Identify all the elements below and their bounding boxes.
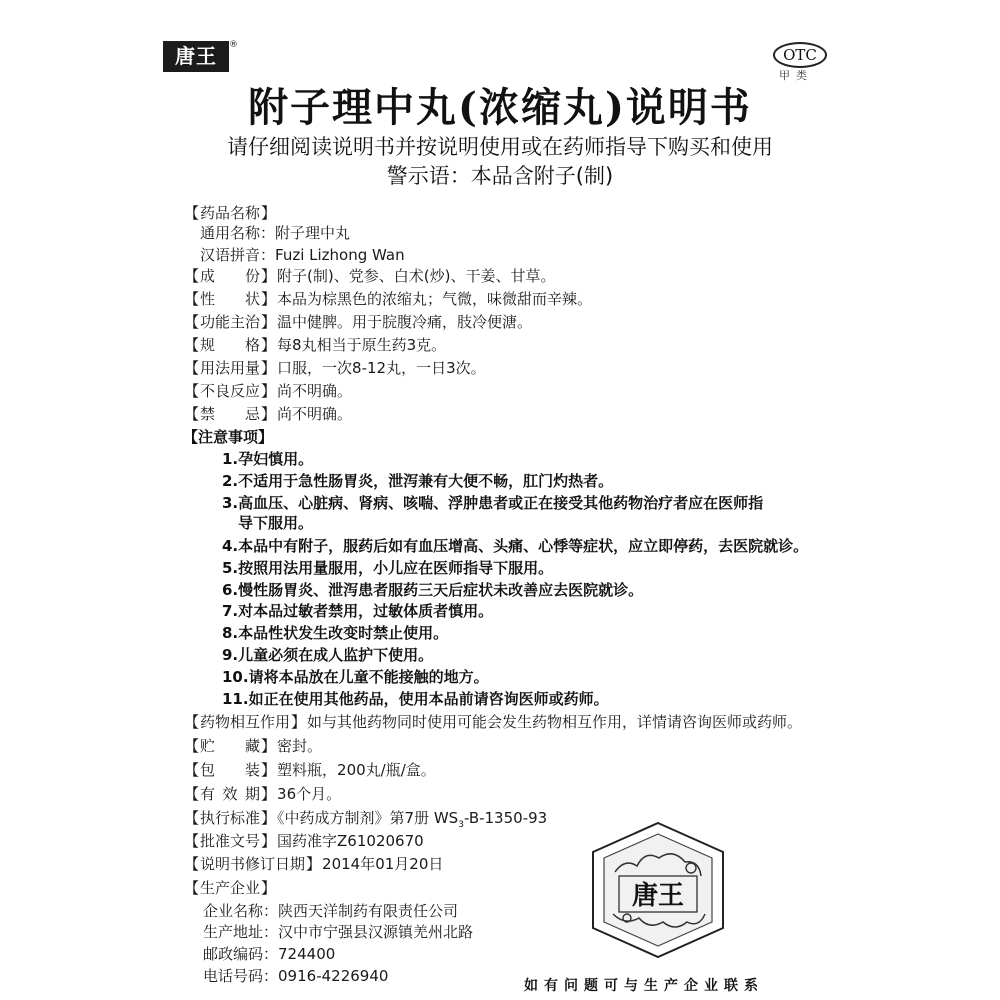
precaution-item: 9.儿童必须在成人监护下使用。 — [222, 646, 434, 664]
section-value: 密封。 — [277, 737, 323, 755]
section-spec: 【规格】每8丸相当于原生药3克。 — [184, 336, 447, 354]
otc-badge: OTC — [773, 42, 827, 68]
section-label: 药品名称 — [200, 204, 261, 222]
section-value: 国药准字Z61020670 — [277, 832, 424, 850]
field-label: 通用名称： — [200, 224, 276, 242]
field-value: 0916-4226940 — [278, 967, 389, 985]
section-label: 成份 — [200, 267, 261, 285]
precaution-item: 10.请将本品放在儿童不能接触的地方。 — [222, 668, 489, 686]
precaution-item: 5.按照用法用量服用，小儿应在医师指导下服用。 — [222, 559, 554, 577]
company-row — [203, 901, 458, 921]
section-standard: 【执行标准】《中药成方制剂》第7册 $WS_3-B-1350-93$ — [184, 809, 548, 830]
section-value: 如与其他药物同时使用可能会发生药物相互作用，详情请咨询医师或药师。 — [307, 713, 803, 731]
warning-text: 警示语：本品含附子(制) — [386, 164, 614, 188]
section-value: 尚不明确。 — [277, 405, 353, 423]
section-label: 药物相互作用 — [200, 713, 291, 731]
section-label: 不良反应 — [200, 382, 261, 400]
precaution-item-cont: 导下服用。 — [238, 514, 314, 532]
precaution-item: 1.孕妇慎用。 — [222, 450, 314, 468]
section-package: 【包装】塑料瓶，200丸/瓶/盒。 — [184, 761, 436, 779]
usage-notice: 请仔细阅读说明书并按说明使用或在药师指导下购买和使用 — [227, 135, 773, 159]
section-drug-name: 【药品名称】 — [184, 204, 277, 222]
section-character: 【性状】本品为棕黑色的浓缩丸；气微，味微甜而辛辣。 — [184, 290, 593, 308]
section-label: 规格 — [200, 336, 261, 354]
section-label: 包装 — [200, 761, 261, 779]
section-indication: 【功能主治】温中健脾。用于脘腹冷痛，肢冷便溏。 — [184, 313, 533, 331]
brand-logo: 唐王 — [163, 41, 229, 72]
brand-seal — [583, 820, 733, 960]
section-manufacturer: 【生产企业】 — [184, 879, 277, 897]
section-dosage: 【用法用量】口服，一次8-12丸，一日3次。 — [184, 359, 486, 377]
section-value: 口服，一次8-12丸，一日3次。 — [277, 359, 486, 377]
section-value: 2014年01月20日 — [322, 855, 444, 873]
section-revision: 【说明书修订日期】2014年01月20日 — [184, 855, 444, 873]
section-label: 注意事项 — [198, 428, 259, 446]
field-label: 汉语拼音： — [200, 246, 276, 264]
field-label: 生产地址： — [203, 923, 279, 941]
field-value: 汉中市宁强县汉源镇羌州北路 — [278, 923, 474, 941]
section-value: 36个月。 — [277, 785, 342, 803]
section-label: 贮藏 — [200, 737, 261, 755]
phone-row — [203, 966, 388, 986]
seal-text: 唐王 — [631, 881, 685, 911]
section-value: 《中药成方制剂》第7册 WS — [277, 809, 459, 827]
precaution-item: 8.本品性状发生改变时禁止使用。 — [222, 624, 449, 642]
generic-name-row — [200, 223, 350, 243]
precaution-item: 7.对本品过敏者禁用，过敏体质者慎用。 — [222, 602, 494, 620]
field-label: 电话号码： — [203, 967, 279, 985]
section-contraindication: 【禁忌】尚不明确。 — [184, 405, 353, 423]
section-adverse: 【不良反应】尚不明确。 — [184, 382, 353, 400]
section-value: 本品为棕黑色的浓缩丸；气微，味微甜而辛辣。 — [277, 290, 593, 308]
precaution-item: 11.如正在使用其他药品，使用本品前请咨询医师或药师。 — [222, 690, 609, 708]
pinyin-row — [200, 245, 405, 265]
section-precautions: 【注意事项】 — [183, 428, 274, 446]
section-interaction: 【药物相互作用】如与其他药物同时使用可能会发生药物相互作用，详情请咨询医师或药师。 — [184, 713, 803, 731]
field-label: 邮政编码： — [203, 945, 279, 963]
section-approval: 【批准文号】国药准字Z61020670 — [184, 832, 424, 850]
section-storage: 【贮藏】密封。 — [184, 737, 323, 755]
field-value: 附子理中丸 — [275, 224, 351, 242]
postcode-row — [203, 944, 335, 964]
precaution-item: 3.高血压、心脏病、肾病、咳喘、浮肿患者或正在接受其他药物治疗者应在医师指 — [222, 494, 764, 512]
section-label: 有效期 — [200, 785, 261, 803]
document-title: 附子理中丸(浓缩丸)说明书 — [248, 84, 752, 131]
registered-mark: ® — [229, 40, 238, 50]
field-value: 陕西天洋制药有限责任公司 — [278, 902, 459, 920]
precaution-item: 6.慢性肠胃炎、泄泻患者服药三天后症状未改善应去医院就诊。 — [222, 581, 644, 599]
field-value: 724400 — [278, 945, 336, 963]
footer-contact: 如有问题可与生产企业联系 — [524, 978, 764, 994]
precaution-item: 2.不适用于急性肠胃炎，泄泻兼有大便不畅，肛门灼热者。 — [222, 472, 614, 490]
standard-subscript: 3 — [458, 820, 464, 830]
section-value: 附子(制)、党参、白术(炒)、干姜、甘草。 — [277, 267, 556, 285]
field-value: Fuzi Lizhong Wan — [275, 246, 405, 264]
section-label: 禁忌 — [200, 405, 261, 423]
section-value: 塑料瓶，200丸/瓶/盒。 — [277, 761, 436, 779]
precaution-item: 4.本品中有附子，服药后如有血压增高、头痛、心悸等症状，应立即停药，去医院就诊。 — [222, 537, 809, 555]
otc-class: 甲类 — [779, 69, 813, 82]
section-value: 每8丸相当于原生药3克。 — [277, 336, 447, 354]
section-label: 生产企业 — [200, 879, 261, 897]
section-label: 性状 — [200, 290, 261, 308]
section-label: 执行标准 — [200, 809, 261, 827]
section-label: 批准文号 — [200, 832, 261, 850]
section-value: 温中健脾。用于脘腹冷痛，肢冷便溏。 — [277, 313, 533, 331]
section-label: 用法用量 — [200, 359, 261, 377]
section-label: 说明书修订日期 — [200, 855, 306, 873]
section-ingredients: 【成份】附子(制)、党参、白术(炒)、干姜、甘草。 — [184, 267, 556, 285]
section-value-cont: -B-1350-93 — [463, 809, 548, 827]
address-row — [203, 922, 473, 942]
field-label: 企业名称： — [203, 902, 279, 920]
section-validity: 【有效期】36个月。 — [184, 785, 342, 803]
section-value: 尚不明确。 — [277, 382, 353, 400]
section-label: 功能主治 — [200, 313, 261, 331]
